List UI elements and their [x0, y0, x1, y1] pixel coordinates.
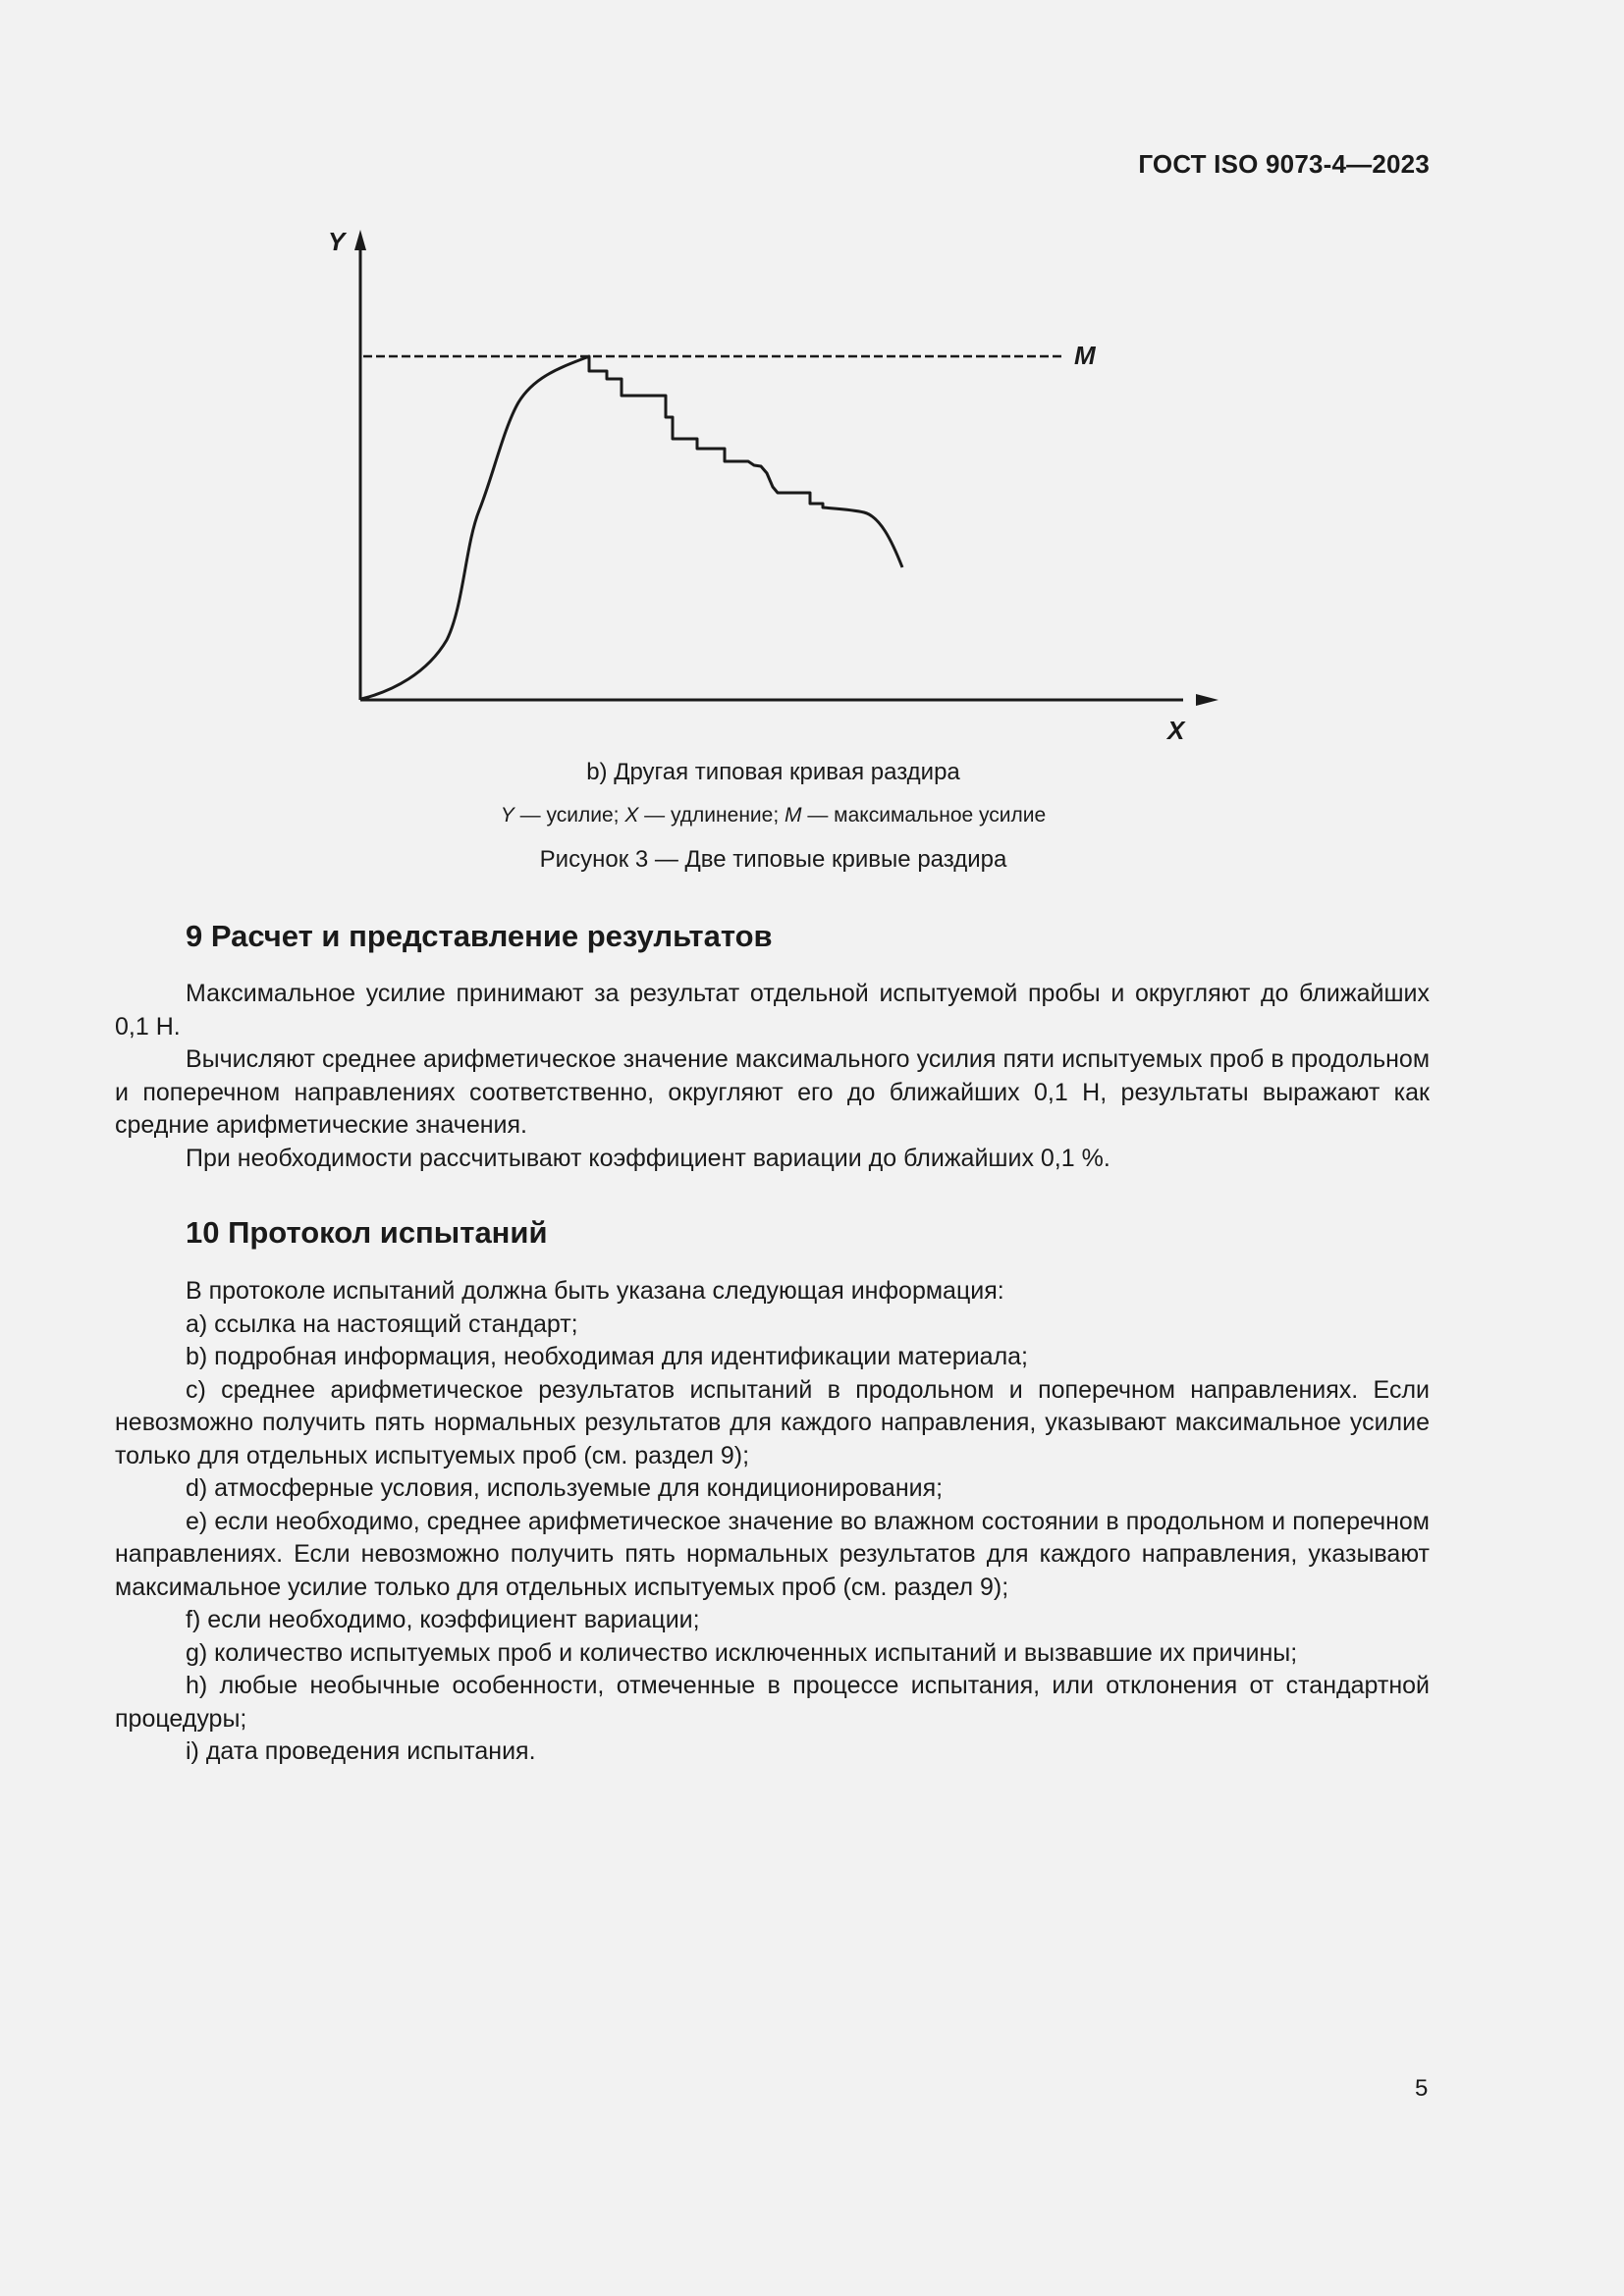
legend-m-symbol: M	[785, 804, 802, 827]
max-force-label: M	[1074, 341, 1096, 370]
legend-x-description: — удлинение;	[638, 804, 785, 827]
list-item: b) подробная информация, необходимая для идентификации материала;	[186, 1343, 1029, 1370]
legend-y-description: — усилие;	[514, 804, 625, 827]
subcaption-prefix: b)	[586, 759, 608, 785]
section-10-intro: В протоколе испытаний должна быть указана следующая информация:	[186, 1277, 1004, 1305]
section-9-body	[115, 978, 1430, 1175]
legend-y-symbol: Y	[500, 804, 514, 827]
section-9-paragraph: Максимальное усилие принимают за результат отдельной испытуемой пробы и округляют до ближайших 0,1 Н.	[115, 980, 1430, 1041]
list-item: f) если необходимо, коэффициент вариации;	[186, 1606, 700, 1633]
legend-x-symbol: X	[624, 804, 639, 827]
figure-subcaption	[0, 759, 1546, 786]
list-item: h) любые необычные особенности, отмеченные в процессе испытания, или отклонения от стандартной процедуры;	[115, 1672, 1430, 1733]
section-9-paragraph: При необходимости рассчитывают коэффициент вариации до ближайших 0,1 %.	[186, 1144, 1110, 1172]
section-9-heading: 9 Расчет и представление результатов	[186, 919, 773, 953]
section-10-body	[115, 1275, 1430, 1769]
x-axis-label: X	[1167, 716, 1185, 745]
subcaption-text: Другая типовая кривая раздира	[614, 759, 960, 785]
y-axis-label: Y	[328, 227, 346, 256]
section-9-paragraph: Вычисляют среднее арифметическое значение максимального усилия пяти испытуемых проб в продольном и поперечном направлениях соответственно, округляют его до ближайших 0,1 Н, результаты выражают как средние арифметические значения.	[115, 1045, 1430, 1139]
legend-m-description: — максимальное усилие	[801, 804, 1047, 827]
list-item: e) если необходимо, среднее арифметическое значение во влажном состоянии в продольном и поперечном направлениях. Если невозможно получить пять нормальных результатов для каждого направления, указывают максимальное усилие только для отдельных испытуемых проб (см. раздел 9);	[115, 1507, 1430, 1601]
list-item: d) атмосферные условия, используемые для кондиционирования;	[186, 1474, 944, 1502]
tear-curve-figure	[295, 216, 1237, 766]
list-item: i) дата проведения испытания.	[186, 1737, 536, 1765]
list-item: g) количество испытуемых проб и количество исключенных испытаний и вызвавшие их причины;	[186, 1638, 1298, 1667]
standard-code: ГОСТ ISO 9073-4—2023	[1138, 149, 1430, 179]
list-item: c) среднее арифметическое результатов испытаний в продольном и поперечном направлениях. Если невозможно получить пять нормальных результатов для каждого направления, указывают максимальное усилие только для отдельных испытуемых проб (см. раздел 9);	[115, 1375, 1430, 1469]
figure-title: Рисунок 3 — Две типовые кривые раздира	[539, 846, 1007, 873]
tear-curve	[361, 356, 902, 699]
figure-legend	[0, 804, 1546, 828]
page-number: 5	[1415, 2075, 1429, 2102]
section-10-heading: 10 Протокол испытаний	[186, 1215, 548, 1250]
y-axis-arrow	[354, 230, 366, 250]
x-axis-arrow	[1196, 694, 1218, 706]
list-item: a) ссылка на настоящий стандарт;	[186, 1309, 578, 1338]
